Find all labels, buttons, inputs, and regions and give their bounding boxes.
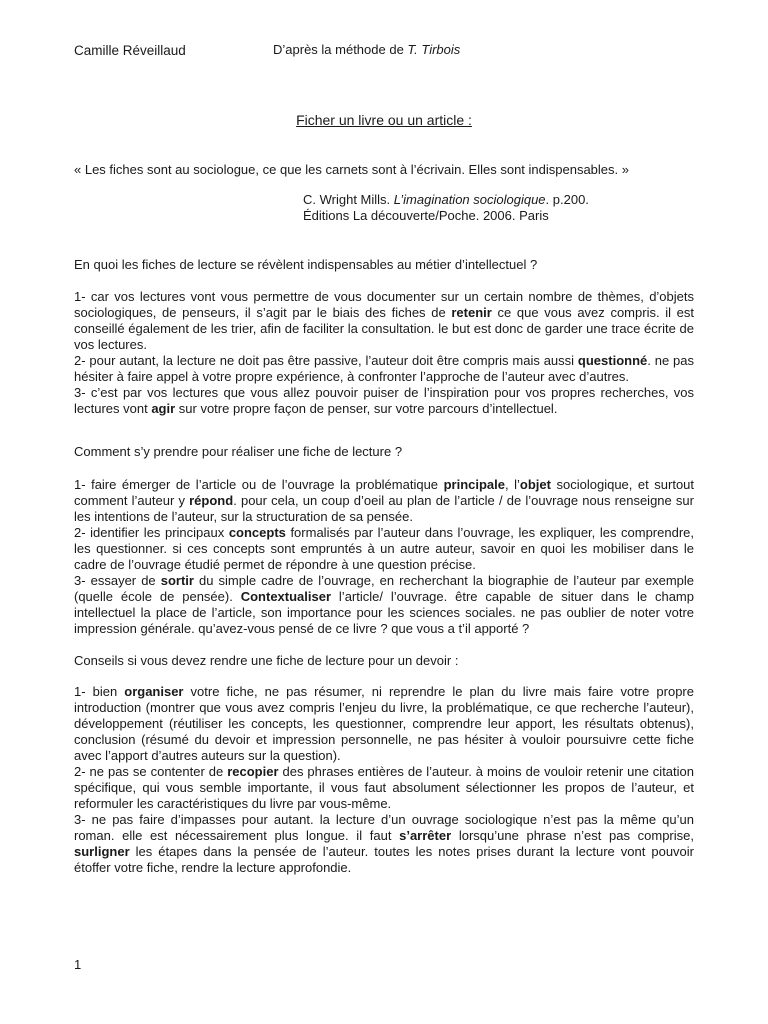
section2-point-2 bbox=[74, 525, 694, 573]
keyword: recopier bbox=[227, 764, 279, 779]
text-span: . pour cela, un coup d’oeil au plan de l’article / de l’ouvrage nous renseigne sur les intentions de l’auteur, sur la structuration de sa pensée. bbox=[74, 493, 694, 524]
text-span: 2- pour autant, la lecture ne doit pas être passive, l’auteur doit être compris mais aussi bbox=[74, 353, 578, 368]
epigraph-citation bbox=[303, 192, 589, 224]
section1-point-1 bbox=[74, 289, 694, 353]
keyword: répond bbox=[189, 493, 234, 508]
section1-body bbox=[74, 289, 694, 417]
keyword: organiser bbox=[124, 684, 184, 699]
citation-book-title: L’imagination sociologique bbox=[393, 192, 546, 207]
text-span: votre fiche, ne pas résumer, ni reprendre le plan du livre mais faire votre propre introduction (montrer que vous avez compris l’enjeu du livre, la problématique, ce que recherche l’auteur), développement (réutiliser les concepts, les questionner, comprendre leur apport, les résultats obtenus), conclusion (résumé du devoir et impression personnelle, ne pas hésiter à vouloir poursuivre cette fiche avec l’apport d’autres auteurs sur la question). bbox=[74, 684, 694, 763]
section2-point-1 bbox=[74, 477, 694, 525]
text-span: lorsqu’une phrase n’est pas comprise, bbox=[451, 828, 694, 843]
text-span: l’article/ l’ouvrage. être capable de situer dans le champ intellectuel la place de l’article, son importance pour les sciences sociales. ne pas oublier de noter votre impression générale. qu’avez-vous pensé de ce livre ? que vous a t’il apporté ? bbox=[74, 589, 694, 636]
section3-point-3 bbox=[74, 812, 694, 876]
text-span: sur votre propre façon de penser, sur votre parcours d’intellectuel. bbox=[175, 401, 558, 416]
keyword: s’arrêter bbox=[399, 828, 452, 843]
text-span: sociologique, et surtout comment l’auteur y bbox=[74, 477, 695, 508]
citation-line-1 bbox=[303, 192, 589, 208]
page-title: Ficher un livre ou un article : bbox=[296, 112, 472, 128]
text-span: 2- identifier les principaux bbox=[74, 525, 229, 540]
section2-question: Comment s’y prendre pour réaliser une fiche de lecture ? bbox=[74, 444, 403, 459]
text-span: 1- faire émerger de l’article ou de l’ouvrage la problématique bbox=[74, 477, 444, 492]
keyword: concepts bbox=[228, 525, 286, 540]
text-span: 3- ne pas faire d’impasses pour autant. la lecture d’un ouvrage sociologique n’est pas la même qu’un roman. elle est nécessairement plus longue. il faut bbox=[74, 812, 694, 843]
method-credit-name: T. Tirbois bbox=[407, 42, 461, 57]
page-number: 1 bbox=[74, 957, 82, 972]
keyword: objet bbox=[519, 477, 551, 492]
keyword: agir bbox=[151, 401, 176, 416]
text-span: 1- bien bbox=[74, 684, 125, 699]
keyword: retenir bbox=[451, 305, 492, 320]
section2-point-3 bbox=[74, 573, 694, 637]
epigraph-quote: « Les fiches sont au sociologue, ce que les carnets sont à l’écrivain. Elles sont indispensables. » bbox=[74, 162, 629, 177]
section1-question: En quoi les fiches de lecture se révèlent indispensables au métier d’intellectuel ? bbox=[74, 257, 538, 272]
text-span: les étapes dans la pensée de l’auteur. toutes les notes prises durant la lecture vont pouvoir étoffer votre fiche, rendre la lecture approfondie. bbox=[74, 844, 694, 875]
section1-point-3 bbox=[74, 385, 694, 417]
keyword: questionné bbox=[577, 353, 648, 368]
text-span: 1- car vos lectures vont vous permettre de vous documenter sur un certain nombre de thèmes, d’objets sociologiques, de penseurs, il s’agit par le biais des fiches de bbox=[74, 289, 694, 320]
text-span: ce que vous avez compris. il est conseillé également de les trier, afin de faciliter la consultation. le but est donc de garder une trace écrite de vos lectures. bbox=[74, 305, 694, 352]
text-span: formalisés par l’auteur dans l’ouvrage, les expliquer, les comprendre, les questionner. si ces concepts sont empruntés à un autre auteur, savoir en quoi les mobiliser dans le cadre de l’ouvrage étudié permet de répondre à une question précise. bbox=[74, 525, 694, 572]
section3-point-2 bbox=[74, 764, 694, 812]
section2-body bbox=[74, 477, 694, 637]
text-span: 2- ne pas se contenter de bbox=[74, 764, 228, 779]
section3-point-1 bbox=[74, 684, 694, 764]
keyword: principale bbox=[443, 477, 505, 492]
keyword: surligner bbox=[74, 844, 130, 859]
text-span: 3- essayer de bbox=[74, 573, 161, 588]
section1-point-2 bbox=[74, 353, 694, 385]
text-span: , l’ bbox=[505, 477, 520, 492]
section3-body bbox=[74, 684, 694, 876]
citation-page: . p.200. bbox=[545, 192, 589, 207]
method-credit-prefix: D’après la méthode de bbox=[273, 42, 408, 57]
author-name: Camille Réveillaud bbox=[74, 43, 186, 58]
citation-author: C. Wright Mills. bbox=[303, 192, 394, 207]
method-credit bbox=[273, 42, 460, 58]
text-span: 3- c’est par vos lectures que vous allez pouvoir puiser de l’inspiration pour vos propres recherches, vos lectures vont bbox=[74, 385, 694, 416]
text-span: . ne pas hésiter à faire appel à votre propre expérience, à confronter l’approche de l’auteur avec d’autres. bbox=[74, 353, 694, 384]
citation-line-2: Éditions La découverte/Poche. 2006. Paris bbox=[303, 208, 549, 223]
section3-question: Conseils si vous devez rendre une fiche de lecture pour un devoir : bbox=[74, 653, 459, 668]
keyword: Contextualiser bbox=[240, 589, 332, 604]
keyword: sortir bbox=[160, 573, 194, 588]
text-span: des phrases entières de l’auteur. à moins de vouloir retenir une citation spécifique, qui vous semble importante, il vous faut absolument sélectionner les propos de l’auteur, et reformuler les caractéristiques du livre par vous-même. bbox=[74, 764, 694, 811]
text-span: du simple cadre de l’ouvrage, en recherchant la biographie de l’auteur par exemple (quelle école de pensée). bbox=[74, 573, 695, 604]
